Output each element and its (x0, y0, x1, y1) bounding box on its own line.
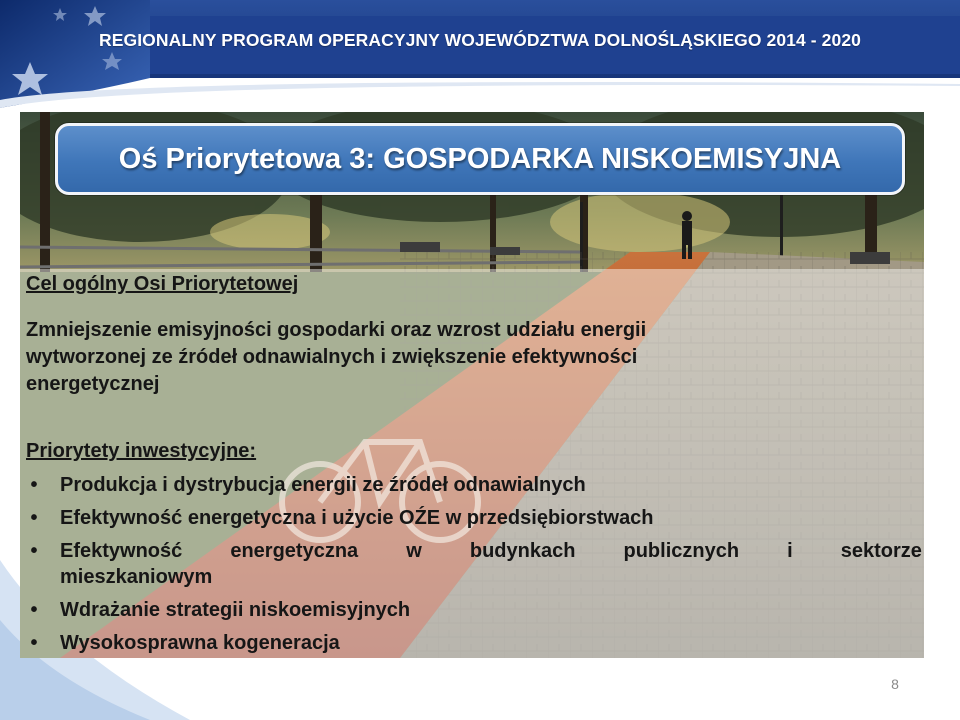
header-banner (0, 0, 960, 108)
star-icon (0, 0, 150, 108)
bullet-icon: • (30, 599, 38, 621)
axis-title-box (55, 123, 905, 195)
bullet-icon: • (30, 632, 38, 654)
priority-word: w (406, 540, 422, 562)
objective-line: energetycznej (26, 373, 160, 395)
priority-list (20, 472, 924, 658)
priorities-heading: Priorytety inwestycyjne: (26, 440, 257, 462)
list-item (20, 630, 922, 656)
bullet-icon: • (30, 474, 38, 496)
priority-label: Wysokosprawna kogeneracja (60, 632, 340, 654)
page-number: 8 (891, 676, 899, 692)
priority-word: i (787, 540, 793, 562)
priority-word: publicznych (623, 540, 740, 562)
list-item (20, 597, 922, 623)
objective-line: wytworzonej ze źródeł odnawialnych i zwiększenie efektywności (26, 346, 638, 368)
bullet-icon: • (30, 540, 38, 562)
priority-label-continuation: mieszkaniowym (60, 566, 213, 588)
bullet-icon: • (30, 507, 38, 529)
priority-label: Produkcja i dystrybucja energii ze źródeł odnawialnych (60, 474, 586, 496)
priority-label: Wdrażanie strategii niskoemisyjnych (60, 599, 411, 621)
program-title: REGIONALNY PROGRAM OPERACYJNY WOJEWÓDZTWA DOLNOŚLĄSKIEGO 2014 - 2020 (98, 30, 862, 50)
list-item (20, 505, 922, 531)
priority-label: Efektywność energetyczna i użycie OŹE w przedsiębiorstwach (60, 507, 654, 529)
priority-word: sektorze (840, 540, 922, 562)
objective-line: Zmniejszenie emisyjności gospodarki oraz wzrost udziału energii (26, 319, 647, 341)
priority-word: Efektywność (60, 540, 183, 562)
axis-title: Oś Priorytetowa 3: GOSPODARKA NISKOEMISYJNA (118, 142, 842, 175)
list-item (20, 472, 922, 498)
list-item (20, 538, 922, 590)
objective-heading: Cel ogólny Osi Priorytetowej (26, 273, 299, 295)
priority-word: budynkach (469, 540, 576, 562)
priority-label (60, 538, 922, 564)
objective-text (26, 317, 846, 398)
slide-panel (20, 112, 924, 658)
priority-word: energetyczna (230, 540, 359, 562)
